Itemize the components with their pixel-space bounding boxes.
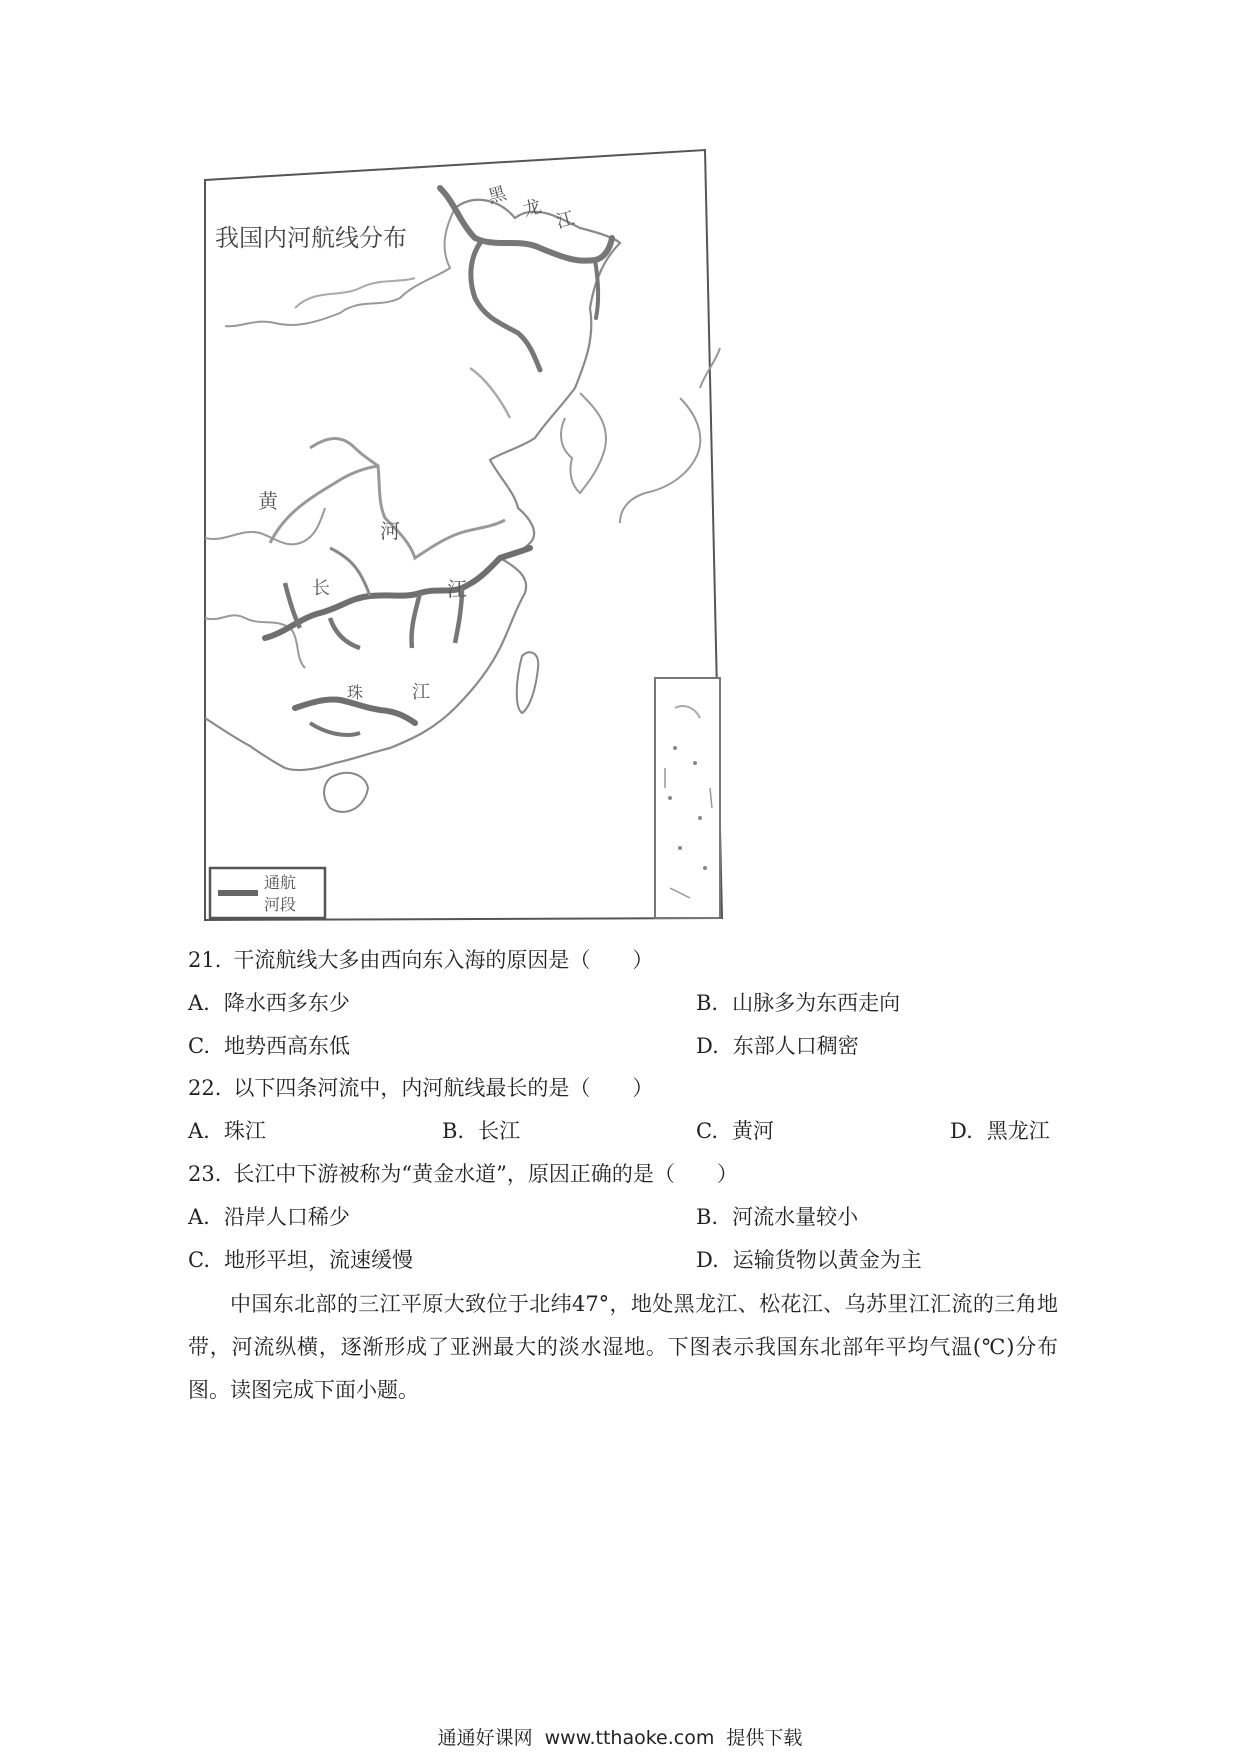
question-23-option-d[interactable] (696, 1246, 922, 1274)
option-text: 黑龙江 (986, 1119, 1050, 1143)
label-heilongjiang-2: 龙 (520, 195, 544, 221)
question-number: 23. (188, 1162, 222, 1186)
option-text: 山脉多为东西走向 (732, 991, 901, 1015)
page-footer (0, 1723, 1240, 1750)
label-changjiang-2: 江 (447, 577, 467, 601)
option-text: 沿岸人口稀少 (223, 1205, 350, 1229)
label-heilongjiang-1: 黑 (485, 182, 509, 208)
question-text: 以下四条河流中，内河航线最长的是（ ） (233, 1076, 654, 1100)
footer-site-name: 通通好课网 (437, 1727, 533, 1749)
question-21-stem (188, 946, 653, 974)
map-border (205, 150, 722, 920)
question-22-option-b[interactable] (442, 1117, 520, 1145)
option-text: 地势西高东低 (224, 1034, 350, 1058)
option-letter: B. (442, 1119, 465, 1143)
option-letter: C. (188, 1034, 210, 1058)
label-changjiang-1: 长 (312, 578, 330, 599)
question-22-option-a[interactable] (188, 1117, 266, 1145)
south-china-sea-inset (655, 678, 720, 918)
option-letter: A. (188, 991, 210, 1015)
question-23-option-a[interactable] (188, 1203, 350, 1231)
option-letter: D. (950, 1119, 973, 1143)
option-letter: C. (696, 1119, 718, 1143)
question-23-option-b[interactable] (696, 1203, 858, 1231)
map-figure (200, 148, 810, 928)
question-21-option-c[interactable] (188, 1032, 350, 1060)
label-zhujiang-1: 珠 (347, 683, 364, 702)
china-inland-waterways-map (200, 148, 810, 928)
option-letter: C. (188, 1248, 210, 1272)
option-text: 降水西多东少 (223, 991, 350, 1015)
legend-label-1: 通航 (264, 873, 297, 892)
option-text: 东部人口稠密 (732, 1034, 859, 1058)
question-22-option-d[interactable] (950, 1117, 1050, 1145)
option-text: 珠江 (223, 1119, 266, 1143)
option-text: 长江 (478, 1119, 521, 1143)
option-text: 运输货物以黄金为主 (732, 1248, 922, 1272)
option-letter: B. (696, 1205, 719, 1229)
label-heilongjiang-3: 江 (553, 207, 577, 233)
footer-note: 提供下载 (726, 1727, 803, 1749)
label-zhujiang-2: 江 (412, 682, 430, 703)
question-21-option-b[interactable] (696, 989, 900, 1017)
option-letter: A. (188, 1119, 210, 1143)
option-text: 黄河 (732, 1119, 774, 1143)
option-letter: D. (696, 1248, 719, 1272)
question-text: 长江中下游被称为“黄金水道”，原因正确的是（ ） (233, 1162, 738, 1186)
label-huanghe-2: 河 (380, 519, 400, 543)
option-letter: D. (696, 1034, 719, 1058)
question-text: 干流航线大多由西向东入海的原因是（ ） (233, 948, 654, 972)
map-title: 我国内河航线分布 (215, 224, 407, 252)
question-23-option-c[interactable] (188, 1246, 413, 1274)
option-letter: A. (188, 1205, 210, 1229)
question-21-option-d[interactable] (696, 1032, 859, 1060)
question-21-option-a[interactable] (188, 989, 350, 1017)
reading-paragraph: 中国东北部的三江平原大致位于北纬47°，地处黑龙江、松花江、乌苏里江汇流的三角地带，河流纵横，逐渐形成了亚洲最大的淡水湿地。下图表示我国东北部年平均气温(℃)分布图。读图完成下面小题。 (188, 1292, 1058, 1402)
question-22-stem (188, 1074, 653, 1102)
legend-label-2: 河段 (264, 895, 297, 914)
option-text: 河流水量较小 (732, 1205, 859, 1229)
question-22-option-c[interactable] (696, 1117, 774, 1145)
option-letter: B. (696, 991, 719, 1015)
label-huanghe-1: 黄 (258, 489, 278, 513)
footer-url[interactable]: www.tthaoke.com (544, 1727, 715, 1749)
question-23-stem (188, 1160, 738, 1188)
option-text: 地形平坦，流速缓慢 (224, 1248, 413, 1272)
question-number: 22. (188, 1076, 222, 1100)
question-number: 21. (188, 948, 222, 972)
map-legend (210, 868, 325, 918)
